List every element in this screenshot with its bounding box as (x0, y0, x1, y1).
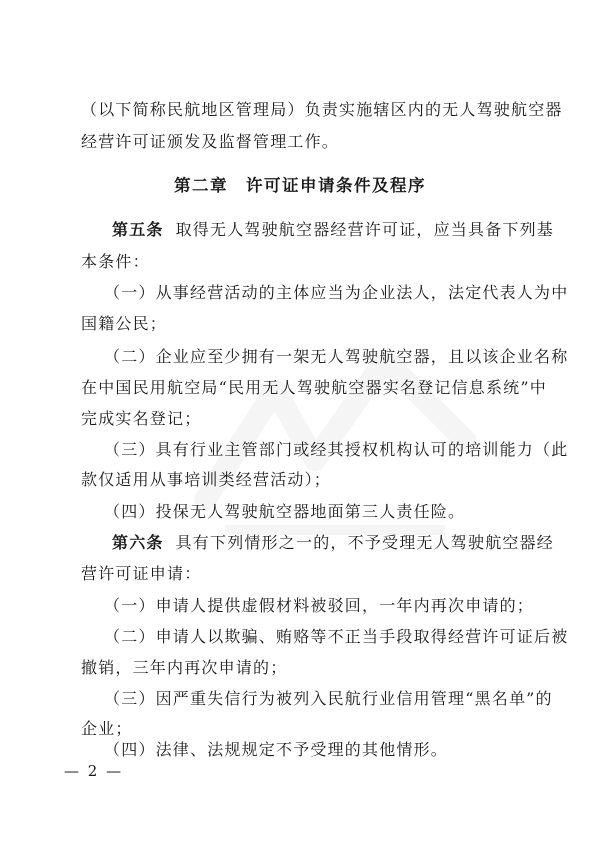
article-5-line-2: 本条件： (81, 252, 150, 271)
article-5-label: 第五条 (112, 220, 164, 239)
article-5-line-1 (112, 220, 554, 240)
article-5-text-1: 取得无人驾驶航空器经营许可证，应当具备下列基 (175, 220, 555, 239)
article-6-line-1 (112, 533, 554, 553)
article-5-item-1-line-2: 国籍公民； (81, 314, 168, 333)
article-6-line-2: 营许可证申请： (81, 564, 202, 583)
article-5-item-1-line-1: （一）从事经营活动的主体应当为企业法人，法定代表人为中 (104, 283, 569, 302)
page-number: — 2 — (64, 762, 124, 780)
article-5-item-2-line-2: 在中国民用航空局“民用无人驾驶航空器实名登记信息系统”中 (81, 378, 547, 397)
article-6-item-3-line-2: 企业； (81, 719, 133, 738)
article-6-item-3-line-1: （三）因严重失信行为被列入民航行业信用管理“黑名单”的 (104, 689, 553, 708)
continuation-line-2: 经营许可证颁发及监督管理工作。 (81, 132, 340, 151)
article-5-item-2-line-3: 完成实名登记； (81, 409, 202, 428)
article-5-item-3-line-1: （三）具有行业主管部门或经其授权机构认可的培训能力（此 (104, 440, 569, 459)
article-6-label: 第六条 (112, 533, 164, 552)
article-6-item-2-line-2: 撤销，三年内再次申请的； (81, 658, 288, 677)
article-5-item-3-line-2: 款仅适用从事培训类经营活动）； (81, 470, 332, 489)
continuation-line-1: （以下简称民航地区管理局）负责实施辖区内的无人驾驶航空器 (81, 100, 563, 119)
article-6-text-1: 具有下列情形之一的，不予受理无人驾驶航空器经 (175, 533, 555, 552)
article-5-item-4-line-1: （四）投保无人驾驶航空器地面第三人责任险。 (104, 502, 466, 521)
article-6-item-1-line-1: （一）申请人提供虚假材料被驳回，一年内再次申请的； (104, 596, 535, 615)
article-6-item-4-line-1: （四）法律、法规规定不予受理的其他情形。 (104, 740, 449, 759)
article-6-item-2-line-1: （二）申请人以欺骗、贿赂等不正当手段取得经营许可证后被 (104, 627, 569, 646)
chapter-heading: 第二章 许可证申请条件及程序 (174, 176, 426, 195)
article-5-item-2-line-1: （二）企业应至少拥有一架无人驾驶航空器，且以该企业名称 (104, 347, 569, 366)
